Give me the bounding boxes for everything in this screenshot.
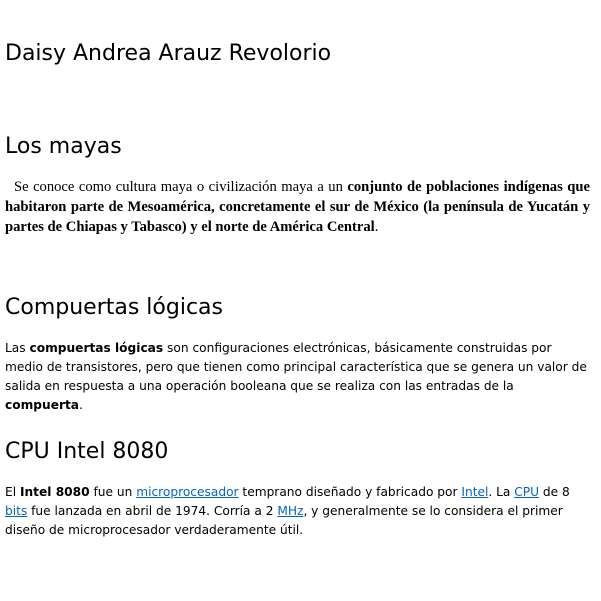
bold-text: compuerta [5, 398, 80, 412]
paragraph-text: son configuraciones electrónicas, básicamente construidas por medio de transistores, pero que tienen como principal característica que se genera un valor de salida en respuesta a una operación booleana que se realiza con las entradas de la [5, 341, 587, 393]
paragraph-compuertas [5, 339, 590, 415]
paragraph-text: El [5, 485, 20, 499]
paragraph-text: temprano diseñado y fabricado por [238, 485, 462, 499]
paragraph-text: . [374, 219, 379, 235]
paragraph-text: fue un [89, 485, 137, 499]
paragraph-text: Las [5, 341, 30, 355]
paragraph-text: fue lanzada en abril de 1974. Corría a 2 [27, 504, 278, 518]
link-microprocesador[interactable]: microprocesador [136, 485, 239, 499]
paragraph-text: . La [488, 485, 515, 499]
author-name-heading: Daisy Andrea Arauz Revolorio [5, 41, 332, 66]
paragraph-text: Se conoce como cultura maya o civilización maya a un [5, 179, 348, 195]
link-mhz[interactable]: MHz [277, 504, 304, 518]
link-bits[interactable]: bits [5, 504, 28, 518]
bold-text: conjunto de poblaciones indígenas que habitaron parte de Mesoamérica, concretamente el sur de México (la península de Yucatán y partes de Chiapas y Tabasco) y el norte de América Central [5, 179, 590, 235]
bold-text: Intel 8080 [19, 485, 90, 499]
bold-text: compuertas lógicas [29, 341, 164, 355]
paragraph-text: , y generalmente se lo considera el primer diseño de microprocesador verdaderamente útil. [5, 504, 563, 537]
paragraph-cpu [5, 483, 590, 540]
link-intel[interactable]: Intel [461, 485, 489, 499]
section-heading-mayas: Los mayas [5, 134, 122, 159]
paragraph-text: de 8 [539, 485, 570, 499]
section-heading-compuertas: Compuertas lógicas [5, 295, 223, 320]
paragraph-mayas [5, 177, 590, 237]
section-heading-cpu: CPU Intel 8080 [5, 439, 169, 464]
paragraph-text: . [79, 398, 83, 412]
link-cpu[interactable]: CPU [514, 485, 540, 499]
